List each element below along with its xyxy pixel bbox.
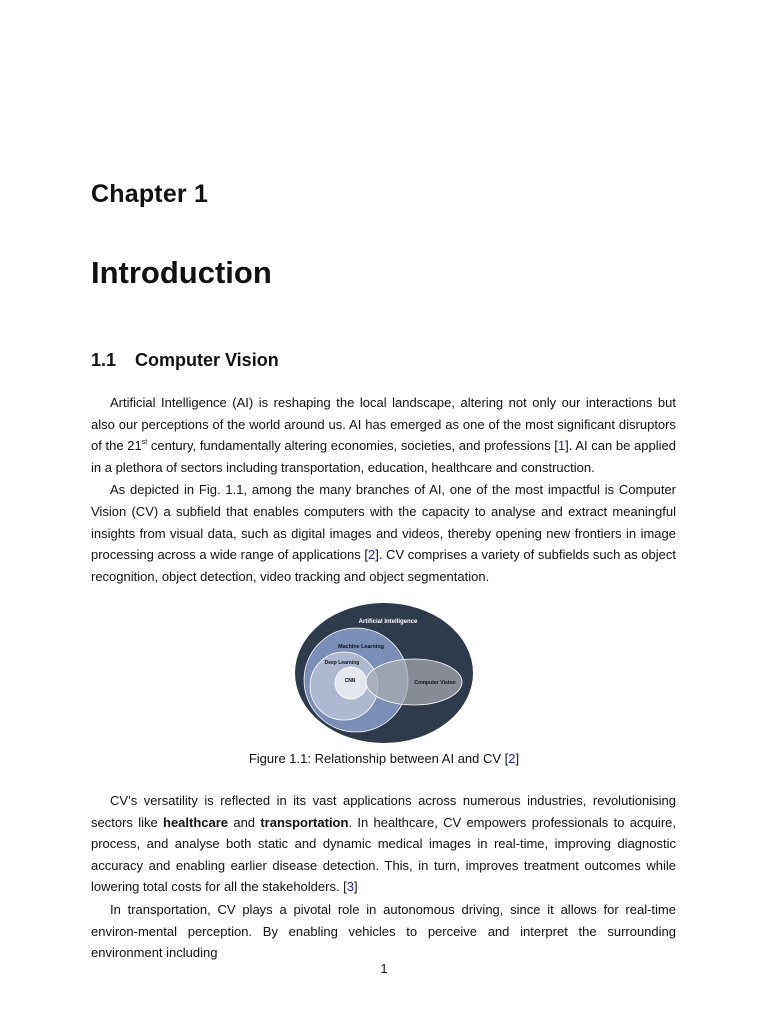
caption-text: Figure 1.1: Relationship between AI and CV [ — [248, 751, 509, 766]
label-ml: Machine Learning — [338, 644, 384, 650]
section-heading — [91, 350, 279, 371]
label-cnn: CNN — [344, 678, 356, 684]
paragraph-text: CV’s versatility is reflected in its vast applications across numerous industries, revolutionising sectors like — [91, 793, 676, 830]
paragraph-text: and — [228, 814, 261, 830]
paragraph-cv-applications — [91, 790, 676, 898]
paragraph-text: century, fundamentally altering economies, societies, and professions [ — [147, 438, 558, 454]
paragraph-text: Artificial Intelligence (AI) is reshaping the local landscape, altering not only our interactions but also our perceptions of the world around us. AI has emerged as one of the most significant disruptors of the 21 — [91, 395, 676, 454]
applications-text-block — [91, 790, 676, 964]
paragraph-text: ] — [354, 879, 358, 895]
caption-text: ] — [515, 751, 520, 766]
paragraph-transportation: In transportation, CV plays a pivotal role in autonomous driving, since it allows for real-time environ-mental perception. By enabling vehicles to perceive and interpret the surrounding environment including — [91, 901, 676, 961]
paragraph-text: As depicted in Fig. 1.1, among the many branches of AI, one of the most impactful is Computer Vision (CV) a subfield that enables computers with the capacity to analyse and extract meaningful insights from visual data, such as digital images and videos, thereby opening new frontiers in image processing across a wide range of applications [ — [91, 482, 676, 563]
paragraph-text: ]. CV comprises a variety of subfields such as object recognition, object detection, video tracking and object segmentation. — [91, 547, 676, 584]
label-dl: Deep Learning — [324, 660, 360, 666]
citation-link[interactable]: 2 — [367, 547, 376, 563]
section-title: Computer Vision — [135, 350, 279, 370]
label-cv: Computer Vision — [414, 680, 456, 686]
citation-link[interactable]: 3 — [346, 879, 355, 895]
venn-svg — [294, 602, 474, 744]
bold-term-healthcare: healthcare — [163, 814, 229, 830]
intro-text-block — [91, 392, 676, 587]
paragraph-text: ]. AI can be applied in a plethora of sectors including transportation, education, healthcare and construction. — [91, 438, 676, 475]
paragraph-ai-intro — [91, 392, 676, 478]
figure-caption — [0, 751, 768, 766]
ai-cv-venn-diagram — [294, 602, 474, 744]
citation-link[interactable]: 1 — [557, 438, 566, 454]
chapter-title: Introduction — [91, 255, 272, 290]
label-ai: Artificial Intelligence — [358, 619, 418, 625]
paragraph-text: . In healthcare, CV empowers professionals to acquire, process, and analyse both static and dynamic medical images in real-time, improving diagnostic accuracy and enabling earlier disease detection. This, in turn, improves treatment outcomes while lowering total costs for all the stakeholders. [ — [91, 814, 676, 895]
superscript-st: st — [141, 439, 148, 447]
section-number: 1.1 — [91, 350, 117, 370]
bold-term-transportation: transportation — [260, 814, 349, 830]
paragraph-cv-intro — [91, 479, 676, 587]
citation-link[interactable]: 2 — [508, 751, 516, 766]
chapter-label: Chapter 1 — [91, 180, 209, 208]
page-number: 1 — [380, 961, 388, 976]
